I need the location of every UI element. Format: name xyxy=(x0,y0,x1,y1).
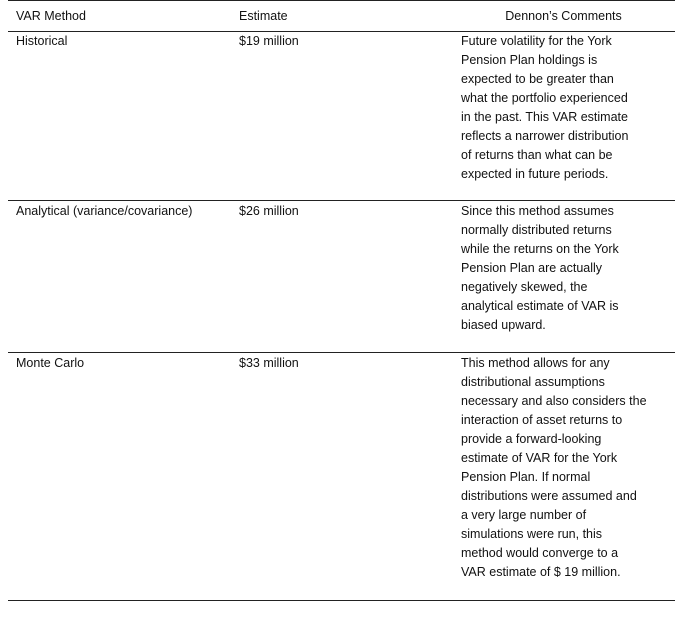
comment-line: biased upward. xyxy=(461,318,546,332)
comment-line: VAR estimate of $ 19 million. xyxy=(461,565,621,579)
row-analytical-estimate: $26 million xyxy=(239,204,299,218)
comment-line: estimate of VAR for the York xyxy=(461,451,618,465)
header-comments: Dennon’s Comments xyxy=(505,9,622,23)
comment-line: a very large number of xyxy=(461,508,587,522)
comment-line: expected in future periods. xyxy=(461,167,609,181)
header-estimate: Estimate xyxy=(239,9,288,23)
table-header-row xyxy=(8,1,675,32)
comment-line: while the returns on the York xyxy=(461,242,619,256)
comment-line: Pension Plan holdings is xyxy=(461,53,598,67)
comment-line: distributions were assumed and xyxy=(461,489,637,503)
comment-line: interaction of asset returns to xyxy=(461,413,623,427)
comment-line: normally distributed returns xyxy=(461,223,612,237)
comment-line: method would converge to a xyxy=(461,546,619,560)
row-analytical-comments xyxy=(461,202,619,335)
comment-line: expected to be greater than xyxy=(461,72,614,86)
comment-line: in the past. This VAR estimate xyxy=(461,110,628,124)
comment-line: Pension Plan are actually xyxy=(461,261,603,275)
header-var-method: VAR Method xyxy=(16,9,86,23)
row-historical-estimate: $19 million xyxy=(239,34,299,48)
comment-line: distributional assumptions xyxy=(461,375,605,389)
row-monte-carlo-comments xyxy=(461,354,647,582)
comment-line: reflects a narrower distribution xyxy=(461,129,629,143)
row-historical-comments xyxy=(461,32,628,184)
comment-line: Pension Plan. If normal xyxy=(461,470,591,484)
comment-line: analytical estimate of VAR is xyxy=(461,299,619,313)
comment-line: what the portfolio experienced xyxy=(461,91,628,105)
row-monte-carlo-method: Monte Carlo xyxy=(16,356,85,370)
row-historical-method: Historical xyxy=(16,34,68,48)
comment-line: of returns than what can be xyxy=(461,148,613,162)
row-monte-carlo-estimate: $33 million xyxy=(239,356,299,370)
comment-line: simulations were run, this xyxy=(461,527,603,541)
comment-line: negatively skewed, the xyxy=(461,280,588,294)
row-divider xyxy=(8,200,675,201)
comment-line: necessary and also considers the xyxy=(461,394,647,408)
comment-line: Future volatility for the York xyxy=(461,34,612,48)
comment-line: This method allows for any xyxy=(461,356,610,370)
var-methods-table xyxy=(8,0,675,601)
row-divider xyxy=(8,352,675,353)
row-analytical-method: Analytical (variance/covariance) xyxy=(16,204,193,218)
comment-line: provide a forward-looking xyxy=(461,432,602,446)
comment-line: Since this method assumes xyxy=(461,204,614,218)
